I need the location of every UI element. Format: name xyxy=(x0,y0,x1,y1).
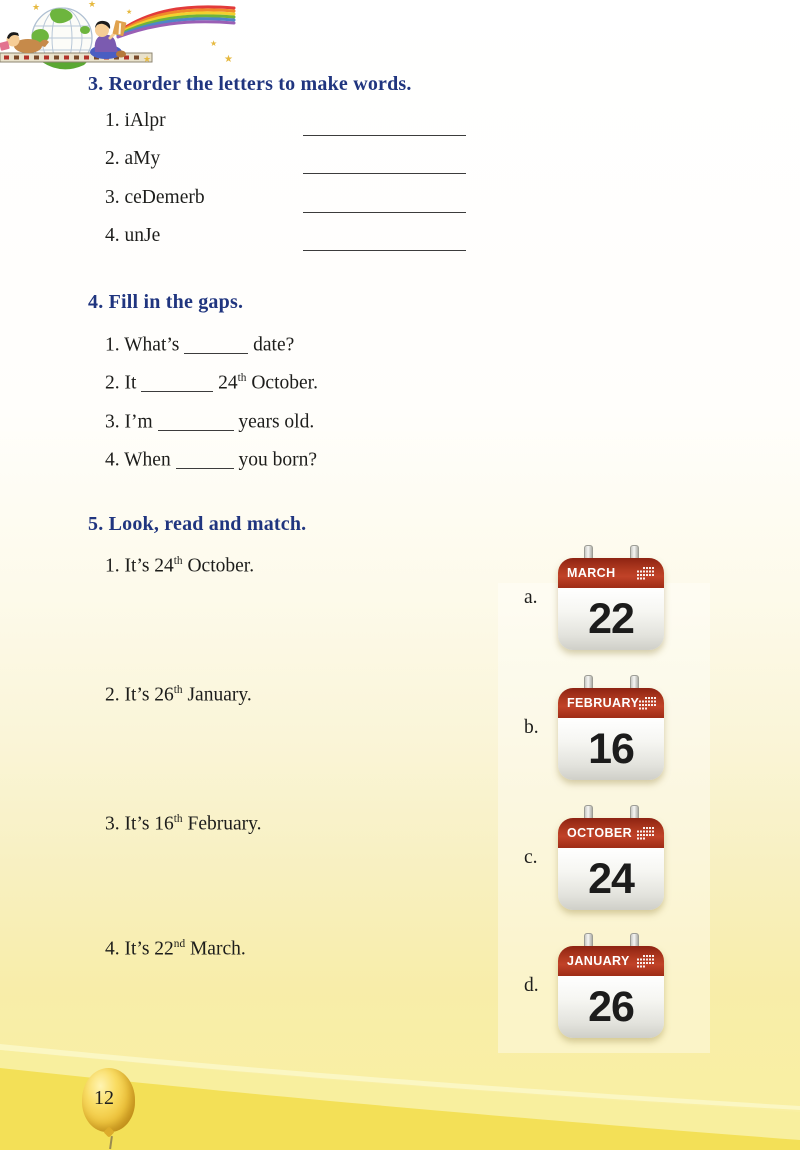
exercise-3-heading xyxy=(88,73,412,96)
exercise-5-heading xyxy=(88,513,306,536)
calendar-grid-icon xyxy=(637,567,655,580)
item-number: 2. xyxy=(105,372,120,394)
svg-text:★: ★ xyxy=(32,3,41,13)
calendar-grid-icon xyxy=(637,955,655,968)
svg-text:★: ★ xyxy=(210,39,218,48)
svg-text:★: ★ xyxy=(126,8,133,16)
sentence-after: you born? xyxy=(238,449,317,471)
page-number-balloon xyxy=(82,1068,142,1150)
item-number: 1. xyxy=(105,334,120,356)
answer-blank xyxy=(176,468,234,469)
calendar-day: 22 xyxy=(588,594,634,643)
calendar-month: JANUARY xyxy=(567,954,630,968)
svg-text:★: ★ xyxy=(88,0,97,10)
calendar-day: 26 xyxy=(588,982,634,1031)
sentence-month: January. xyxy=(187,684,252,706)
item-number: 3. xyxy=(105,187,120,208)
exercise-number: 3. xyxy=(88,73,104,95)
ordinal-suffix: nd xyxy=(173,938,186,950)
fill-gap-item xyxy=(105,372,318,398)
answer-blank xyxy=(303,135,466,136)
sentence-day: 16 xyxy=(154,813,174,835)
fill-gap-item xyxy=(105,449,317,475)
ordinal-suffix: th xyxy=(173,684,183,696)
item-number: 2. xyxy=(105,148,120,169)
svg-text:★: ★ xyxy=(143,55,152,65)
item-number: 1. xyxy=(105,555,120,577)
item-number: 1. xyxy=(105,110,120,131)
answer-blank xyxy=(184,353,248,354)
calendar-day: 24 xyxy=(588,854,634,903)
match-sentence xyxy=(105,813,261,839)
header-illustration xyxy=(0,0,245,74)
calendar-icon xyxy=(558,805,664,913)
reorder-item xyxy=(105,148,160,174)
ordinal-suffix: th xyxy=(237,372,247,384)
answer-blank xyxy=(141,391,213,392)
option-letter: d. xyxy=(524,975,539,996)
calendar-day: 16 xyxy=(588,724,634,773)
reorder-item xyxy=(105,187,205,213)
fill-gap-item xyxy=(105,411,314,437)
balloon-icon xyxy=(82,1068,135,1132)
exercise-number: 4. xyxy=(88,291,104,313)
sentence-pre: It’s xyxy=(124,938,150,960)
balloon-string xyxy=(109,1136,112,1149)
sentence-day: 24 xyxy=(154,555,174,577)
scrambled-word: unJe xyxy=(124,225,161,246)
match-option-b xyxy=(524,675,714,787)
match-sentence xyxy=(105,938,246,964)
book-strip-icon xyxy=(0,53,152,62)
sentence-day: 26 xyxy=(154,684,174,706)
sentence-month: February. xyxy=(187,813,262,835)
answer-blank xyxy=(303,173,466,174)
sentence-after: date? xyxy=(253,334,295,356)
sentence-month: March. xyxy=(189,938,246,960)
match-option-c xyxy=(524,805,714,917)
item-number: 2. xyxy=(105,684,120,706)
calendar-grid-icon xyxy=(637,827,655,840)
item-number: 4. xyxy=(105,938,120,960)
item-number: 3. xyxy=(105,411,120,433)
sentence-day: 22 xyxy=(154,938,174,960)
sentence-pre: It’s xyxy=(124,555,150,577)
exercise-title: Reorder the letters to make words. xyxy=(108,73,412,95)
calendar-icon xyxy=(558,675,664,783)
sentence-before: I’m xyxy=(124,411,153,433)
exercise-4-heading xyxy=(88,291,243,314)
scrambled-word: iAlpr xyxy=(124,110,166,131)
sentence-before: It xyxy=(124,372,137,394)
ordinal-suffix: th xyxy=(173,813,183,825)
option-letter: a. xyxy=(524,587,538,608)
match-option-a xyxy=(524,545,714,657)
ordinal-suffix: th xyxy=(173,555,183,567)
sentence-month: October. xyxy=(187,555,255,577)
calendar-month: MARCH xyxy=(567,566,616,580)
svg-text:★: ★ xyxy=(224,54,233,65)
calendar-icon xyxy=(558,545,664,653)
answer-blank xyxy=(303,250,466,251)
calendar-month: FEBRUARY xyxy=(567,696,640,710)
sentence-after: October. xyxy=(251,372,318,394)
exercise-title: Look, read and match. xyxy=(108,513,307,535)
sentence-after: years old. xyxy=(238,411,315,433)
reorder-item xyxy=(105,225,160,251)
match-sentence xyxy=(105,555,254,581)
item-number: 4. xyxy=(105,225,120,246)
option-letter: b. xyxy=(524,717,539,738)
answer-blank xyxy=(303,212,466,213)
sentence-pre: It’s xyxy=(124,813,150,835)
answer-blank xyxy=(158,430,234,431)
scrambled-word: aMy xyxy=(124,148,161,169)
exercise-number: 5. xyxy=(88,513,104,535)
item-number: 4. xyxy=(105,449,120,471)
calendar-month: OCTOBER xyxy=(567,826,633,840)
reading-child-right-icon xyxy=(90,20,127,59)
calendar-grid-icon xyxy=(639,697,657,710)
option-letter: c. xyxy=(524,847,538,868)
match-sentence xyxy=(105,684,252,710)
sentence-before: When xyxy=(124,449,171,471)
item-number: 3. xyxy=(105,813,120,835)
page-number: 12 xyxy=(94,1087,114,1109)
exercise-title: Fill in the gaps. xyxy=(108,291,244,313)
fill-gap-item xyxy=(105,334,294,360)
rainbow-icon xyxy=(118,7,234,37)
sentence-before: What’s xyxy=(124,334,180,356)
sentence-pre: It’s xyxy=(124,684,150,706)
reorder-item xyxy=(105,110,166,136)
scrambled-word: ceDemerb xyxy=(124,187,205,208)
sentence-day: 24 xyxy=(218,372,238,394)
